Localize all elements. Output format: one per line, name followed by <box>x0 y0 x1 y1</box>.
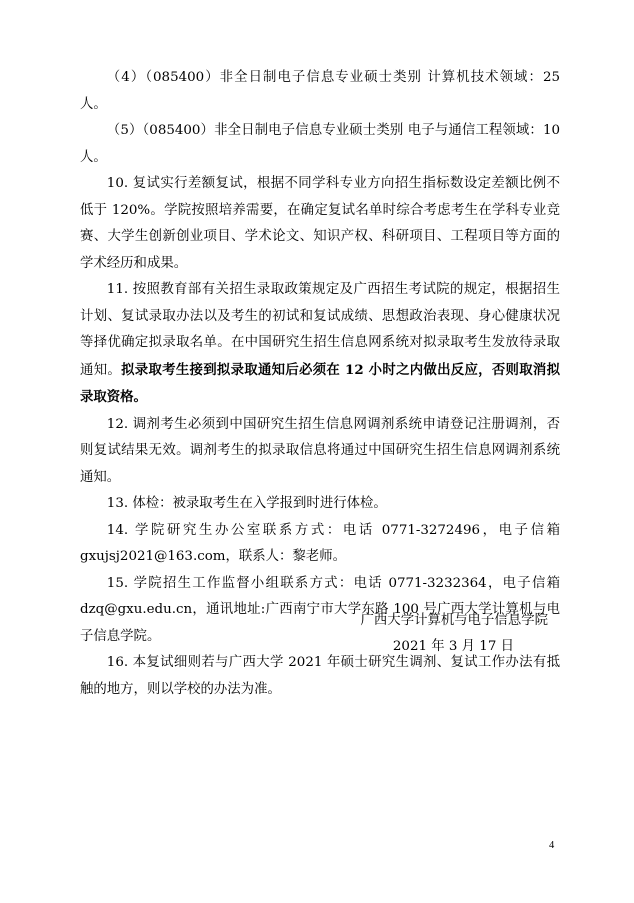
paragraph-item-5: （5）（085400）非全日制电子信息专业硕士类别 电子与通信工程领域：10 人。 <box>80 123 560 165</box>
paragraph-11-bold-text: 拟录取考生接到拟录取通知后必须在 12 小时之内做出反应，否则取消拟录取资格。 <box>80 361 560 405</box>
paragraph-13-physical-exam: 13. 体检：被录取考生在入学报到时进行体检。 <box>106 496 387 511</box>
paragraph-16-precedence: 16. 本复试细则若与广西大学 2021 年硕士研究生调剂、复试工作办法有抵触的地方，则以学校的办法为准。 <box>80 655 560 697</box>
paragraph-12-adjustment: 12. 调剂考生必须到中国研究生招生信息网调剂系统申请登记注册调剂，否则复试结果无效。调剂考生的拟录取信息将通过中国研究生招生信息网调剂系统通知。 <box>80 416 560 485</box>
paragraph-11-normal-text: 11. 按照教育部有关招生录取政策规定及广西招生考试院的规定，根据招生计划、复试录取办法以及考生的初试和复试成绩、思想政治表现、身心健康状况等择优确定拟录取名单。在中国研究生招生信息网系统对拟录取考生发放待录取通知。 <box>80 282 560 378</box>
signature-date: 2021 年 3 月 17 日 <box>392 639 514 654</box>
paragraph-14-office-contact: 14. 学院研究生办公室联系方式：电话 0771-3272496，电子信箱 gxujsj2021@163.com，联系人：黎老师。 <box>80 522 560 564</box>
paragraph-11-admission-rules <box>80 277 560 412</box>
signature-block <box>80 608 548 660</box>
paragraph-15-supervision-contact: 15. 学院招生工作监督小组联系方式：电话 0771-3232364，电子信箱 dzq@gxu.edu.cn，通讯地址:广西南宁市大学东路 100 号广西大学计算机与电子信息学院。 <box>80 575 560 644</box>
signature-org: 广西大学计算机与电子信息学院 <box>360 613 548 628</box>
page-number: 4 <box>549 840 555 851</box>
paragraph-10-differential-retest: 10. 复试实行差额复试，根据不同学科专业方向招生指标数设定差额比例不低于 120%。学院按照培养需要，在确定复试名单时综合考虑考生在学科专业竞赛、大学生创新创业项目、学术论文、知识产权、科研项目、工程项目等方面的学术经历和成果。 <box>80 176 560 271</box>
paragraph-item-4: （4）（085400）非全日制电子信息专业硕士类别 计算机技术领域：25 人。 <box>80 70 560 112</box>
